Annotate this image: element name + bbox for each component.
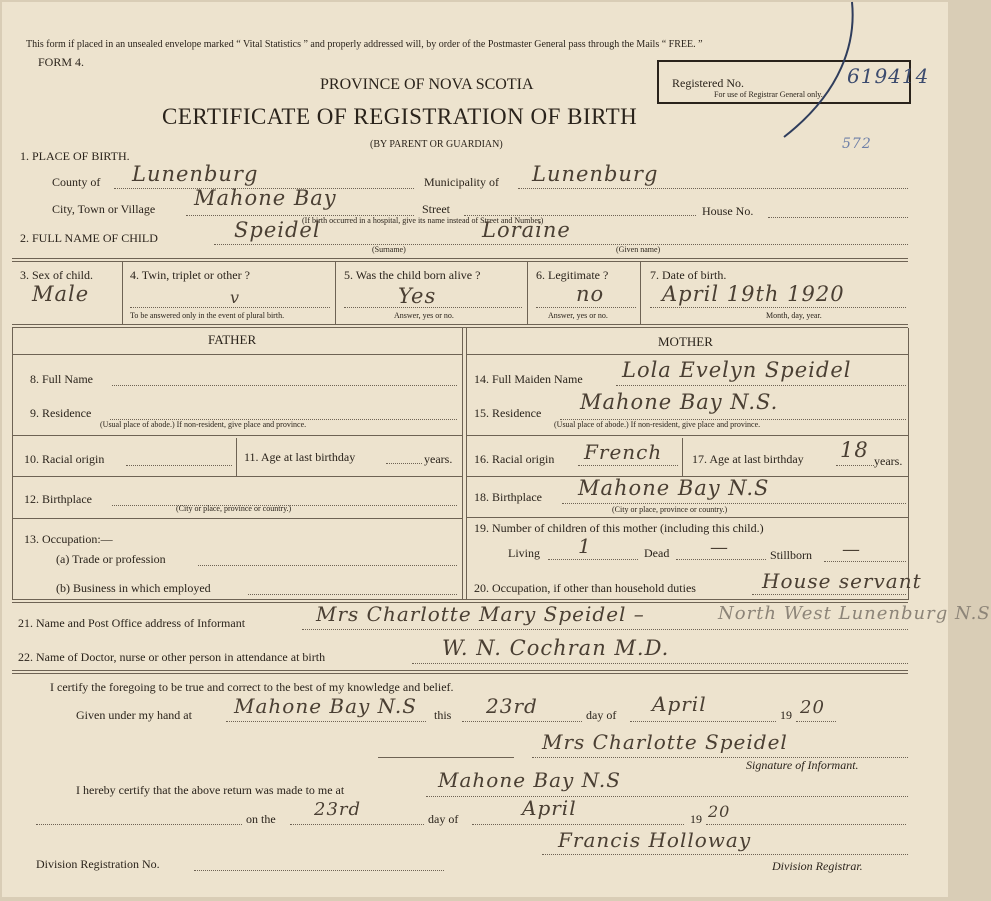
father-residence-note: (Usual place of abode.) If non-resident, give place and province.: [100, 420, 307, 429]
municipality-label: Municipality of: [424, 175, 499, 189]
mother-age-divider: [682, 438, 683, 476]
birth-certificate: [2, 2, 991, 897]
division-registration-label: Division Registration No.: [36, 857, 160, 871]
twin-line: [130, 307, 330, 308]
father-rule-2: [12, 476, 462, 477]
dead-value: —: [710, 537, 729, 558]
father-rule-3: [12, 518, 462, 519]
informant-signature-label: Signature of Informant.: [746, 758, 859, 772]
registrar-signature-line: [542, 854, 908, 855]
father-trade-label: (a) Trade or profession: [56, 552, 166, 566]
registrar-day-value: 23rd: [314, 799, 362, 820]
mother-occupation-line: [752, 594, 906, 595]
mother-birthplace-label: 18. Birthplace: [474, 490, 542, 504]
parents-divider-a: [462, 328, 463, 600]
mother-birthplace-line: [562, 503, 906, 504]
mother-years: years.: [874, 454, 903, 468]
form-number: FORM 4.: [38, 55, 85, 69]
registered-number-note: For use of Registrar General only.: [714, 90, 823, 99]
sex-label: 3. Sex of child.: [20, 268, 93, 282]
certificate-title: CERTIFICATE OF REGISTRATION OF BIRTH: [162, 104, 638, 129]
born-alive-note: Answer, yes or no.: [394, 311, 454, 320]
division-registration-line: [194, 870, 444, 871]
mother-residence-note: (Usual place of abode.) If non-resident, give place and province.: [554, 420, 761, 429]
given-place-value: Mahone Bay N.S: [234, 694, 417, 718]
mother-heading-rule: [466, 354, 908, 355]
mother-name-value: Lola Evelyn Speidel: [622, 358, 852, 382]
surname-note: (Surname): [372, 245, 406, 254]
date-of-birth-note: Month, day, year.: [766, 311, 822, 320]
mother-birthplace-note: (City or place, province or country.): [612, 505, 728, 514]
mother-rule-1: [466, 435, 908, 436]
date-of-birth-value: April 19th 1920: [662, 282, 845, 306]
mother-residence-label: 15. Residence: [474, 406, 542, 420]
twin-value: v: [230, 288, 241, 307]
mother-age-label: 17. Age at last birthday: [692, 452, 804, 466]
signature-stub-line: [378, 757, 514, 758]
informant-signature: Mrs Charlotte Speidel: [542, 730, 788, 754]
parents-left-border: [12, 328, 13, 600]
given-year-prefix: 19: [780, 708, 792, 722]
father-trade-line: [198, 565, 457, 566]
informant-value: Mrs Charlotte Mary Speidel –: [316, 602, 645, 626]
mother-age-value: 18: [840, 438, 869, 462]
hospital-note: (If birth occurred in a hospital, give its name instead of Street and Number): [302, 216, 544, 225]
registered-number-label: Registered No.: [672, 76, 744, 90]
registrar-signature: Francis Holloway: [558, 828, 752, 852]
row-divider-top: [12, 258, 908, 262]
registrar-day-line: [290, 824, 424, 825]
mother-racial-line: [578, 465, 678, 466]
mother-racial-label: 16. Racial origin: [474, 452, 555, 466]
registered-number-value: 619414: [847, 64, 930, 88]
this-label: this: [434, 708, 452, 722]
registrar-year-prefix: 19: [690, 812, 702, 826]
stillborn-line: [824, 561, 906, 562]
county-value: Lunenburg: [132, 162, 259, 186]
registrar-day-of: day of: [428, 812, 459, 826]
father-heading-rule: [12, 354, 462, 355]
house-number-label: House No.: [702, 204, 754, 218]
municipality-value: Lunenburg: [532, 162, 659, 186]
date-of-birth-line: [650, 307, 906, 308]
certify-statement: I certify the foregoing to be true and correct to the best of my knowledge and belief.: [50, 680, 454, 694]
registrar-place: Mahone Bay N.S: [438, 768, 621, 792]
father-heading: FATHER: [208, 332, 257, 347]
doctor-value: W. N. Cochran M.D.: [442, 636, 670, 660]
registrar-signature-label: Division Registrar.: [772, 859, 863, 873]
informant-label: 21. Name and Post Office address of Informant: [18, 616, 246, 630]
given-place-line: [226, 721, 426, 722]
given-month-line: [630, 721, 776, 722]
parents-right-border: [908, 328, 909, 600]
mother-residence-value: Mahone Bay N.S.: [580, 390, 779, 414]
mother-rule-3: [466, 517, 908, 518]
given-under-label: Given under my hand at: [76, 708, 192, 722]
registrar-month-line: [472, 824, 684, 825]
father-racial-line: [126, 465, 232, 466]
province-heading: PROVINCE OF NOVA SCOTIA: [320, 76, 534, 93]
father-birthplace-label: 12. Birthplace: [24, 492, 92, 506]
given-day-of: day of: [586, 708, 617, 722]
doctor-line: [412, 663, 908, 664]
child-surname: Speidel: [234, 218, 321, 242]
father-age-label: 11. Age at last birthday: [244, 450, 356, 464]
city-value: Mahone Bay: [194, 186, 337, 210]
given-month-value: April: [652, 692, 707, 716]
informant-line: [302, 629, 908, 630]
living-line: [548, 559, 638, 560]
parents-divider-b: [466, 328, 467, 600]
twin-note: To be answered only in the event of plural birth.: [130, 311, 285, 320]
county-label: County of: [52, 175, 101, 189]
row-divider-certify: [12, 670, 908, 674]
father-rule-1: [12, 435, 462, 436]
col-divider-4: [640, 262, 641, 324]
place-of-birth-heading: 1. PLACE OF BIRTH.: [20, 149, 130, 163]
postal-notice: This form if placed in an unsealed envelope marked “ Vital Statistics ” and properly addressed will, by order of the Postmaster General pass through the Mails “ FREE. ”: [26, 39, 703, 50]
living-label: Living: [508, 546, 540, 560]
house-number-line: [768, 217, 908, 218]
col-divider-2: [335, 262, 336, 324]
mother-age-line: [836, 465, 874, 466]
street-label: Street: [422, 202, 450, 216]
father-age-divider: [236, 438, 237, 476]
father-birthplace-note: (City or place, province or country.): [176, 504, 292, 513]
father-business-line: [248, 594, 457, 595]
born-alive-label: 5. Was the child born alive ?: [344, 268, 481, 282]
born-alive-value: Yes: [398, 284, 437, 308]
registrar-year-line: [706, 824, 906, 825]
registrar-statement: I hereby certify that the above return was made to me at: [76, 783, 345, 797]
dead-label: Dead: [644, 546, 670, 560]
city-label: City, Town or Village: [52, 202, 156, 216]
doctor-label: 22. Name of Doctor, nurse or other person in attendance at birth: [18, 650, 326, 664]
father-occupation-label: 13. Occupation:—: [24, 532, 113, 546]
certificate-subtitle: (BY PARENT OR GUARDIAN): [370, 139, 503, 150]
legitimate-note: Answer, yes or no.: [548, 311, 608, 320]
children-count-label: 19. Number of children of this mother (including this child.): [474, 521, 764, 535]
legitimate-value: no: [576, 282, 605, 306]
given-day-value: 23rd: [486, 694, 538, 718]
father-age-line: [386, 463, 422, 464]
mother-racial-value: French: [584, 440, 663, 464]
pen-stroke-mark: [772, 2, 862, 142]
col-divider-3: [527, 262, 528, 324]
registrar-place-line: [426, 796, 908, 797]
registrar-year-value: 20: [708, 802, 731, 821]
stillborn-label: Stillborn: [770, 548, 813, 562]
registrar-on-the: on the: [246, 812, 276, 826]
given-year-line: [796, 721, 836, 722]
date-of-birth-label: 7. Date of birth.: [650, 268, 727, 282]
given-name-note: (Given name): [616, 245, 661, 254]
given-year-value: 20: [800, 697, 825, 718]
mother-occupation-value: House servant: [762, 569, 922, 593]
mother-name-line: [616, 385, 906, 386]
born-alive-line: [344, 307, 522, 308]
municipality-line: [518, 188, 908, 189]
registrar-month-value: April: [522, 796, 577, 820]
father-years: years.: [424, 452, 453, 466]
child-name-line: [214, 244, 908, 245]
mother-birthplace-value: Mahone Bay N.S: [578, 476, 770, 500]
row-divider-parents: [12, 324, 908, 328]
margin-mark: 572: [842, 136, 872, 152]
registrar-leading-line: [36, 824, 242, 825]
legitimate-line: [536, 307, 636, 308]
father-name-line: [112, 385, 457, 386]
twin-label: 4. Twin, triplet or other ?: [130, 268, 250, 282]
child-name-label: 2. FULL NAME OF CHILD: [20, 231, 158, 245]
legitimate-label: 6. Legitimate ?: [536, 268, 609, 282]
father-racial-label: 10. Racial origin: [24, 452, 105, 466]
mother-occupation-label: 20. Occupation, if other than household duties: [474, 581, 696, 595]
mother-name-label: 14. Full Maiden Name: [474, 372, 583, 386]
child-given-name: Loraine: [482, 218, 571, 242]
stillborn-value: —: [842, 539, 861, 560]
father-name-label: 8. Full Name: [30, 372, 93, 386]
mother-heading: MOTHER: [658, 334, 713, 349]
informant-address: North West Lunenburg N.S: [718, 603, 991, 624]
father-business-label: (b) Business in which employed: [56, 581, 211, 595]
given-day-line: [462, 721, 582, 722]
col-divider-1: [122, 262, 123, 324]
living-value: 1: [578, 534, 592, 558]
father-residence-label: 9. Residence: [30, 406, 92, 420]
sex-value: Male: [32, 282, 90, 306]
